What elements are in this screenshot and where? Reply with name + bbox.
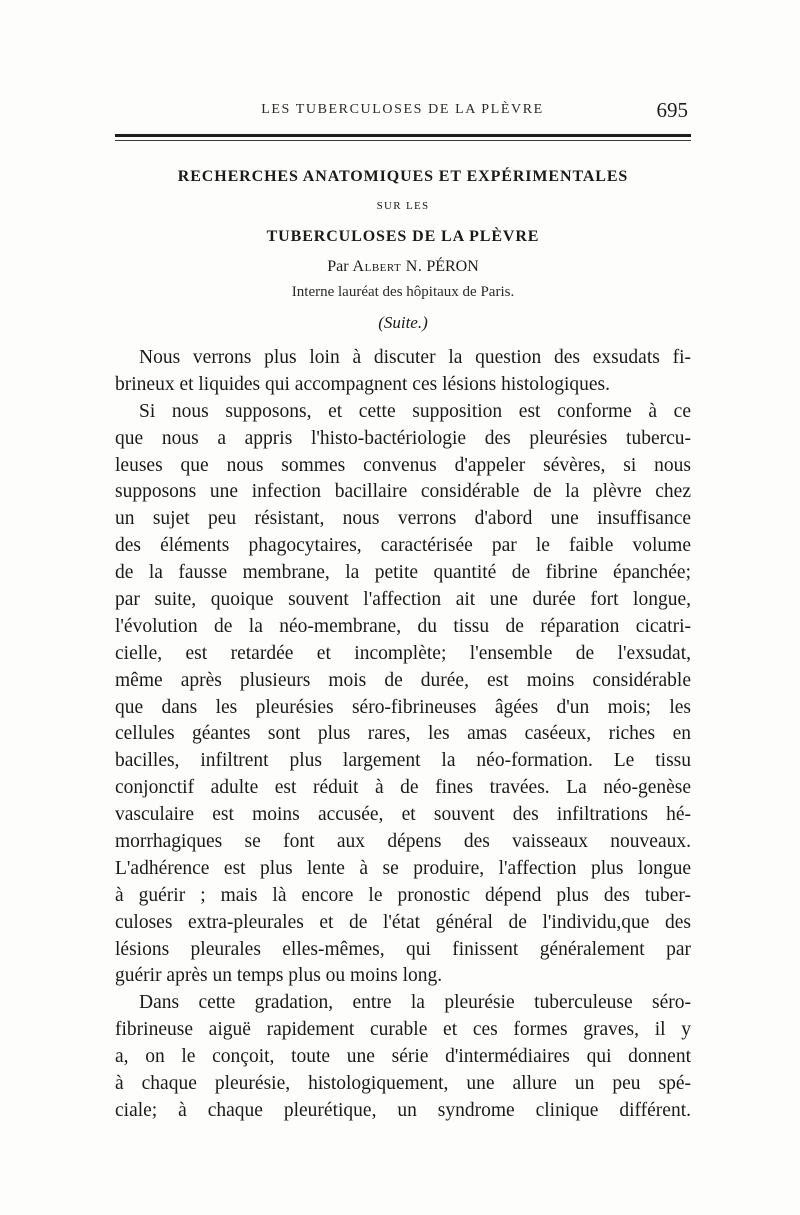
text-line: Si nous supposons, et cette supposition est conforme à ce — [139, 400, 691, 422]
byline-prefix: Par — [327, 258, 349, 275]
text-line: leuses que nous sommes convenus d'appeler sévères, si nous — [115, 454, 691, 476]
text-line: supposons une infection bacillaire considérable de la plèvre chez — [115, 481, 691, 503]
text-line: guérir après un temps plus ou moins long. — [115, 965, 443, 987]
text-line: lésions pleurales elles-mêmes, qui finissent généralement par — [115, 938, 691, 960]
text-line: des éléments phagocytaires, caractérisée par le faible volume — [115, 535, 691, 557]
author-name: Albert N. — [352, 258, 423, 275]
running-title: LES TUBERCULOSES DE LA PLÈVRE — [261, 102, 544, 117]
text-line: Dans cette gradation, entre la pleurésie tuberculeuse séro- — [139, 992, 691, 1014]
text-line: que dans les pleurésies séro-fibrineuses âgées d'un mois; les — [115, 696, 691, 718]
text-line: conjonctif adulte est réduit à de fines travées. La néo-genèse — [115, 777, 691, 799]
continued-note: (Suite.) — [378, 313, 428, 332]
author-surname: PÉRON — [426, 258, 479, 275]
header-rule-thick — [115, 134, 691, 137]
text-line: vasculaire est moins accusée, et souvent des infiltrations hé- — [115, 804, 691, 826]
text-line: par suite, quoique souvent l'affection ait une durée fort longue, — [115, 589, 691, 611]
text-line: à guérir ; mais là encore le pronostic dépend plus des tuber- — [115, 884, 691, 906]
text-line: Nous verrons plus loin à discuter la question des exsudats fi- — [139, 347, 691, 368]
byline — [115, 258, 691, 276]
body-text — [115, 345, 691, 1125]
text-line: un sujet peu résistant, nous verrons d'abord une insuffisance — [115, 508, 691, 530]
text-line: a, on le conçoit, toute une série d'intermédiaires qui donnent — [115, 1046, 691, 1068]
text-line: même après plusieurs mois de durée, est moins considérable — [115, 669, 691, 691]
article-title-sur: SUR LES — [376, 200, 430, 212]
text-line: ciale; à chaque pleurétique, un syndrome clinique différent. — [115, 1099, 691, 1121]
text-line: l'évolution de la néo-membrane, du tissu de réparation cicatri- — [115, 615, 691, 637]
text-line: de la fausse membrane, la petite quantité de fibrine épanchée; — [115, 562, 691, 584]
article-title-line2: TUBERCULOSES DE LA PLÈVRE — [266, 228, 540, 245]
text-line: culoses extra-pleurales et de l'état général de l'individu,que des — [115, 911, 691, 933]
text-line: que nous a appris l'histo-bactériologie des pleurésies tubercu- — [115, 427, 691, 449]
author-affiliation: Interne lauréat des hôpitaux de Paris. — [291, 284, 515, 300]
running-header — [115, 98, 690, 128]
article-title-line1: RECHERCHES ANATOMIQUES ET EXPÉRIMENTALES — [177, 168, 629, 185]
text-line: L'adhérence est plus lente à se produire, l'affection plus longue — [115, 857, 691, 879]
text-line: bacilles, infiltrent plus largement la néo-formation. Le tissu — [115, 750, 691, 772]
text-line: cielle, est retardée et incomplète; l'ensemble de l'exsudat, — [115, 642, 691, 664]
text-line: à chaque pleurésie, histologiquement, une allure un peu spé- — [115, 1073, 691, 1095]
text-line: fibrineuse aiguë rapidement curable et ces formes graves, il y — [115, 1019, 691, 1041]
text-line: cellules géantes sont plus rares, les amas caséeux, riches en — [115, 723, 691, 745]
page-number: 695 — [656, 98, 688, 122]
text-line: morrhagiques se font aux dépens des vaisseaux nouveaux. — [115, 831, 691, 853]
header-rule-thin — [115, 140, 691, 141]
text-line: brineux et liquides qui accompagnent ces lésions histologiques. — [115, 373, 610, 395]
